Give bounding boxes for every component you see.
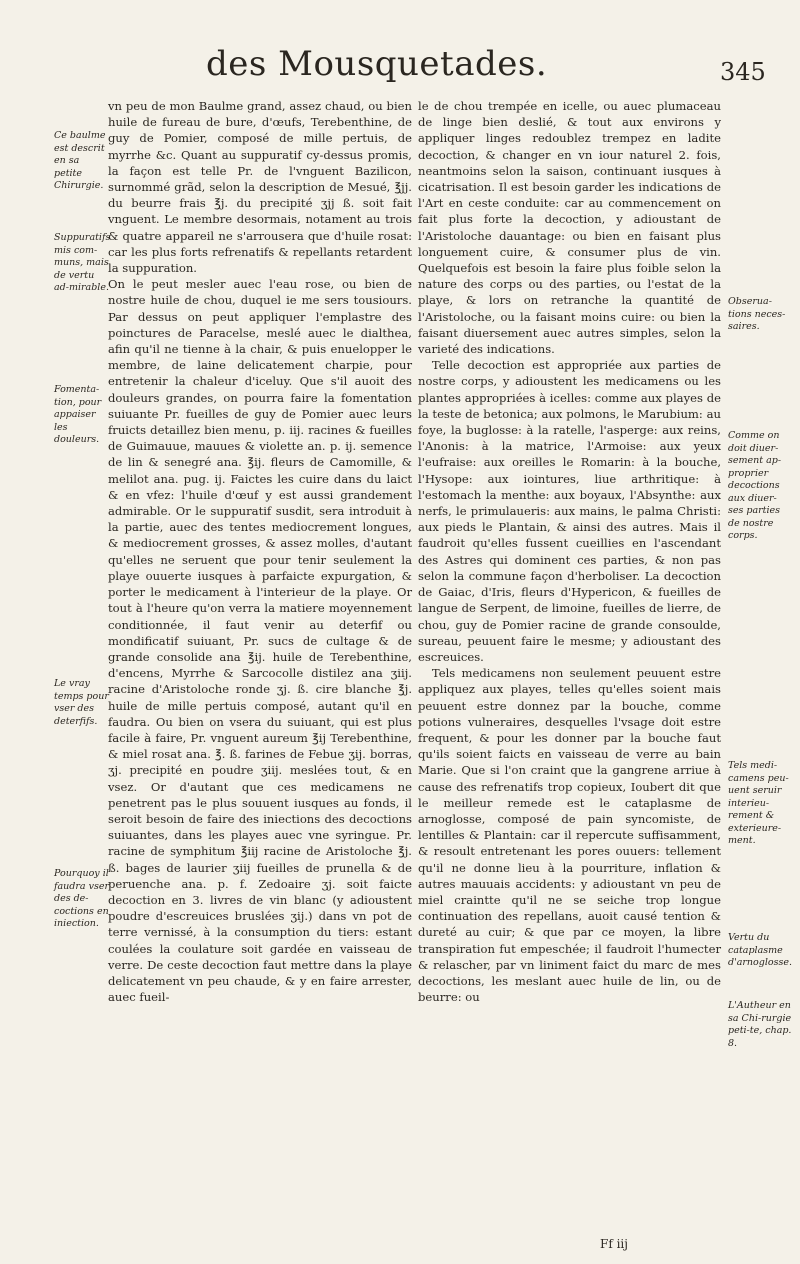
signature-mark: Ff iij [600, 1237, 628, 1251]
paragraph: Tels medicamens non seulement peuuent estre appliquez aux playes, telles qu'elles soient mais peuuent estre donnez par la bouche, comme potions vulneraires, desquelles l'vsage doit estre frequent, & pour les donner par la bouche faut qu'ils soient faicts en vaisseau de verre au bain Marie. Que si l'on craint que la gangrene arriue à cause des refrenatifs trop copieux, Ioubert dit que le meilleur remede est le cataplasme de arnoglosse, composé de pain syncomiste, de lentilles & Plantain: car il repercute suffisamment, & resoult entretenant les pores ouuers: tellement qu'il ne donne lieu à la pourriture, inflation & autres mauuais accidents: y adioustant vn peu de miel craintte qu'il ne se seiche trop longue continuation des repellans, auoit causé tention & dureté au cuir; & que par ce moyen, la libre transpiration fut empeschée; il faudroit l'humecter & relascher, par vn liniment faict du marc de mes decoctions, les meslant auec huile de lin, ou de beurre: ou [418, 666, 721, 1005]
margin-note-right: Vertu du cataplasme d'arnoglosse. [728, 932, 792, 968]
margin-note-right: Obserua-tions neces-saires. [728, 296, 786, 332]
margin-note-left: Fomenta-tion, pour appaiser les douleurs. [54, 384, 102, 445]
margin-note-right: L'Autheur en sa Chi-rurgie peti-te, chap. 8. [728, 1000, 792, 1049]
paragraph: Telle decoction est appropriée aux parties de nostre corps, y adioustent les medicamens ou les plantes appropriées à icelles: comme aux playes de la teste de betonica; aux polmons, le Marubium: au foye, la buglosse: à la ratelle, l'asperge: aux reins, l'Anonis: à la matrice, l'Armoise: aux yeux l'eufraise: aux oreilles le Romarin: à la bouche, l'Hysope: aux iointures, liue arthritique: à l'estomach la menthe: aux boyaux, l'Absynthe: aux nerfs, le primulaueris: aux mains, le palma Christi: aux pieds le Plantain, & ainsi des autres. Mais il faudroit qu'elles fussent cueillies en l'ascendant des Astres qui dominent ces parties, & non pas selon la commune façon d'herboliser. La decoction de Gaiac, d'Iris, fleurs d'Hypericon, & fueilles de langue de Serpent, de limoine, fueilles de lierre, de chou, guy de Pomier racine de grande consoulde, sureau, peuuent faire le mesme; y adioustant des escreuices. [418, 358, 721, 664]
paragraph: vn peu de mon Baulme grand, assez chaud, ou bien huile de fureau de bure, d'œufs, Terebenthine, de guy de Pomier, composé de mille pertuis, de myrrhe &c. Quant au suppuratif cy-dessus promis, la façon est telle Pr. de l'vnguent Bazilicon, surnommé grãd, selon la description de Mesué, ℥jj. du beurre frais ℥j. du precipité ʒjj ß. soit fait vnguent. Le membre desormais, notament au trois & quatre appareil ne s'arrousera que d'huile rosat: car les plus forts refrenatifs & repellants retardent la suppuration. [108, 99, 412, 276]
margin-note-left: Le vray temps pour vser des deterfifs. [54, 678, 109, 727]
margin-note-right: Tels medi-camens peu-uent seruir interieu-rement & exterieure-ment. [728, 760, 789, 846]
margin-note-left: Pourquoy il faudra vser des de-coctions en iniection. [54, 868, 110, 929]
margin-note-left: Suppuratifs mis com-muns, mais de vertu ad-mirable. [54, 232, 111, 293]
right-text-column [418, 98, 721, 1005]
paragraph: le de chou trempée en icelle, ou auec plumaceau de linge bien deslié, & tout aux environs y appliquer linges redoublez trempez en ladite decoction, & changer en vn iour naturel 2. fois, neantmoins selon la saison, continuant iusques à cicatrisation. Il est besoin garder les indications de l'Art en ceste conduite: car au commencement on fait plus forte la decoction, y adioustant de l'Aristoloche dauantage: ou bien en faisant plus longuement cuire, & consumer plus de vin. Quelquefois est besoin la faire plus foible selon la nature des corps ou des parties, ou l'estat de la playe, & lors on retranche la quantité de l'Aristoloche, ou la faisant moins cuire: ou bien la faisant diuersement auec autres simples, selon la varieté des indications. [418, 99, 721, 357]
page-header [0, 40, 800, 100]
paragraph: On le peut mesler auec l'eau rose, ou bien de nostre huile de chou, duquel ie me sers tousiours. Par dessus on peut appliquer l'emplastre des poinctures de Paracelse, meslé auec le dialthea, afin qu'il ne tienne à la chair, & puis enuelopper le membre, de laine delicatement charpie, pour entretenir la chaleur d'iceluy. Que s'il auoit des douleurs grandes, on pourra faire la fomentation suiuante Pr. fueilles de guy de Pomier auec leurs fruicts detaillez bien menu, p. iij. racines & fueilles de Guimauue, mauues & violette an. p. ij. semence de lin & senegré ana. ℥ij. fleurs de Camomille, & melilot ana. pug. ij. Faictes les cuire dans du laict & en vfez: l'huile d'œuf y est aussi grandement admirable. Or le suppuratif susdit, sera introduit à la partie, auec des tentes mediocrement longues, & mediocrement grosses, & assez molles, d'autant qu'elles ne seruent que pour tenir seulement la playe ouuerte iusques à parfaicte expurgation, & porter le medicament à l'interieur de la playe. Or tout à l'heure qu'on verra la matiere moyennement conditionnée, il faut venir au deterfif ou mondificatif suiuant, Pr. sucs de cultage & de grande consolide ana ℥ij. huile de Terebenthine, d'encens, Myrrhe & Sarcocolle distilez ana ʒiij. racine d'Aristoloche ronde ʒj. ß. cire blanche ℥j. huile de mille pertuis composé, autant qu'il en faudra. Ou bien on vsera du suiuant, qui est plus facile à faire, Pr. vnguent aureum ℥ij Terebenthine, & miel rosat ana. ℥. ß. farines de Febue ʒij. borras, ʒj. precipité en poudre ʒiij. meslées tout, & en vsez. Or d'autant que ces medicamens ne penetrent pas le plus souuent iusques au fonds, il seroit besoin de faire des iniections des decoctions suiuantes, dans les playes auec vne syringue. Pr. racine de symphitum ℥iij racine de Aristoloche ℥j. ß. bages de laurier ʒiij fueilles de prunella & de peruenche ana. p. f. Zedoaire ʒj. soit faicte decoction en 3. livres de vin blanc (y adioustent poudre d'escreuices bruslées ʒij.) dans vn pot de terre vernissé, à la consumption du tiers: estant coulées la coulature soit gardée en vaisseau de verre. De ceste decoction faut mettre dans la playe delicatement vn peu chaude, & y en faire arrester, auec fueil- [108, 277, 412, 1005]
margin-note-left: Ce baulme est descrit en sa petite Chirurgie. [54, 130, 106, 191]
left-text-column [108, 98, 412, 1005]
margin-note-right: Comme on doit diuer-sement ap-proprier decoctions aux diuer-ses parties de nostre corps. [728, 430, 782, 541]
page-number: 345 [720, 58, 766, 86]
running-title: des Mousquetades. [206, 44, 548, 84]
